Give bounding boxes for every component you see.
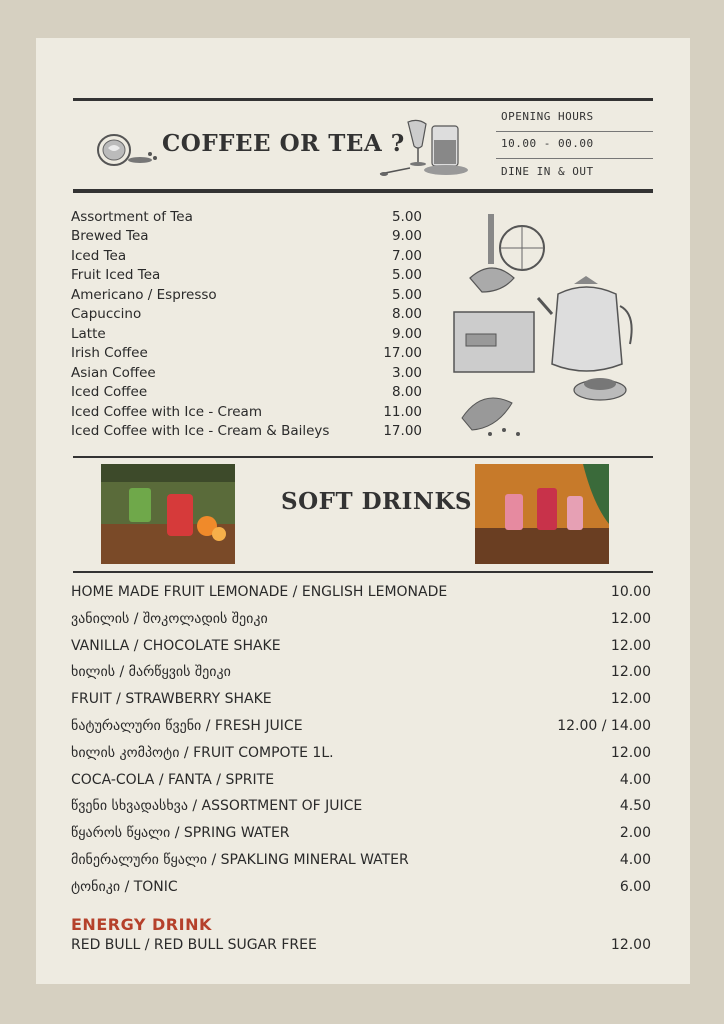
item-price: 6.00 bbox=[619, 879, 651, 895]
item-name: Brewed Tea bbox=[71, 228, 149, 244]
item-price: 5.00 bbox=[391, 267, 422, 283]
soft-drinks-title: SOFT DRINKS bbox=[281, 488, 473, 515]
item-name: HOME MADE FRUIT LEMONADE / ENGLISH LEMONADE bbox=[71, 584, 448, 600]
coffee-glasses-icon bbox=[380, 118, 470, 180]
item-name: Irish Coffee bbox=[71, 345, 148, 361]
list-item bbox=[71, 345, 422, 364]
item-name: Iced Coffee bbox=[71, 384, 148, 400]
opening-hours-value: 10.00 - 00.00 bbox=[501, 137, 594, 150]
teapot-icon bbox=[538, 274, 638, 414]
item-name: მინერალური წყალი / SPAKLING MINERAL WATER bbox=[71, 852, 409, 868]
item-price: 3.00 bbox=[391, 365, 422, 381]
item-price: 8.00 bbox=[391, 306, 422, 322]
item-name: Iced Tea bbox=[71, 248, 127, 264]
list-item bbox=[71, 384, 422, 403]
item-name: Latte bbox=[71, 326, 106, 342]
item-price: 17.00 bbox=[383, 423, 422, 439]
header-bottom-rule bbox=[73, 189, 653, 193]
item-name: ტონიკი / TONIC bbox=[71, 879, 178, 895]
item-price: 11.00 bbox=[383, 404, 422, 420]
list-item bbox=[71, 248, 422, 267]
list-item bbox=[71, 611, 651, 633]
list-item bbox=[71, 852, 651, 874]
item-price: 9.00 bbox=[391, 326, 422, 342]
list-item bbox=[71, 326, 422, 345]
item-name: COCA-COLA / FANTA / SPRITE bbox=[71, 772, 275, 788]
item-name: Fruit Iced Tea bbox=[71, 267, 161, 283]
item-price: 12.00 bbox=[610, 691, 651, 707]
menu-sheet bbox=[36, 38, 690, 984]
drink-photo-left bbox=[101, 464, 235, 564]
item-price: 4.00 bbox=[619, 852, 651, 868]
coffee-cup-logo-icon bbox=[94, 128, 164, 168]
item-name: წვენი სხვადასხვა / ASSORTMENT OF JUICE bbox=[71, 798, 363, 814]
section-separator bbox=[73, 456, 653, 458]
item-price: 17.00 bbox=[383, 345, 422, 361]
item-price: 5.00 bbox=[391, 287, 422, 303]
list-item bbox=[71, 691, 651, 713]
item-price: 12.00 bbox=[610, 611, 651, 627]
item-name: RED BULL / RED BULL SUGAR FREE bbox=[71, 937, 317, 953]
item-price: 5.00 bbox=[391, 209, 422, 225]
item-price: 4.50 bbox=[619, 798, 651, 814]
opening-hours-label: OPENING HOURS bbox=[501, 110, 594, 123]
item-price: 7.00 bbox=[391, 248, 422, 264]
item-price: 12.00 bbox=[610, 638, 651, 654]
list-item bbox=[71, 365, 422, 384]
item-price: 12.00 bbox=[610, 745, 651, 761]
list-item bbox=[71, 584, 651, 606]
list-item bbox=[71, 228, 422, 247]
list-item bbox=[71, 638, 651, 660]
drink-photo-right bbox=[475, 464, 609, 564]
item-name: წყაროს წყალი / SPRING WATER bbox=[71, 825, 290, 841]
item-name: Iced Coffee with Ice - Cream bbox=[71, 404, 262, 420]
item-name: FRUIT / STRAWBERRY SHAKE bbox=[71, 691, 272, 707]
item-name: ნატურალური წვენი / FRESH JUICE bbox=[71, 718, 303, 734]
item-name: Americano / Espresso bbox=[71, 287, 217, 303]
page-title: COFFEE OR TEA ? bbox=[162, 130, 405, 157]
list-item bbox=[71, 267, 422, 286]
item-name: ხილის კომპოტი / FRUIT COMPOTE 1L. bbox=[71, 745, 334, 761]
item-name: Asian Coffee bbox=[71, 365, 156, 381]
item-price: 4.00 bbox=[619, 772, 651, 788]
list-item bbox=[71, 306, 422, 325]
item-price: 12.00 bbox=[610, 937, 651, 953]
item-price: 9.00 bbox=[391, 228, 422, 244]
hours-divider-2 bbox=[496, 158, 653, 159]
item-name: Assortment of Tea bbox=[71, 209, 193, 225]
header-top-rule bbox=[73, 98, 653, 101]
list-item bbox=[71, 745, 651, 767]
energy-drink-title: ENERGY DRINK bbox=[71, 915, 212, 934]
list-item bbox=[71, 825, 651, 847]
item-price: 10.00 bbox=[610, 584, 651, 600]
item-price: 2.00 bbox=[619, 825, 651, 841]
coffee-grinder-icon bbox=[452, 208, 552, 438]
item-name: VANILLA / CHOCOLATE SHAKE bbox=[71, 638, 281, 654]
list-item bbox=[71, 718, 651, 740]
list-item bbox=[71, 664, 651, 686]
item-price: 12.00 / 14.00 bbox=[557, 718, 651, 734]
hours-divider-1 bbox=[496, 131, 653, 132]
list-item bbox=[71, 772, 651, 794]
list-item bbox=[71, 423, 422, 442]
list-item bbox=[71, 937, 651, 959]
item-name: Iced Coffee with Ice - Cream & Baileys bbox=[71, 423, 330, 439]
list-item bbox=[71, 287, 422, 306]
item-name: Capuccino bbox=[71, 306, 142, 322]
dine-label: DINE IN & OUT bbox=[501, 165, 594, 178]
list-item bbox=[71, 879, 651, 901]
soft-drinks-rule bbox=[73, 571, 653, 573]
item-price: 12.00 bbox=[610, 664, 651, 680]
item-name: ვანილის / შოკოლადის შეიკი bbox=[71, 611, 268, 627]
item-name: ხილის / მარწყვის შეიკი bbox=[71, 664, 231, 680]
list-item bbox=[71, 209, 422, 228]
item-price: 8.00 bbox=[391, 384, 422, 400]
list-item bbox=[71, 798, 651, 820]
list-item bbox=[71, 404, 422, 423]
